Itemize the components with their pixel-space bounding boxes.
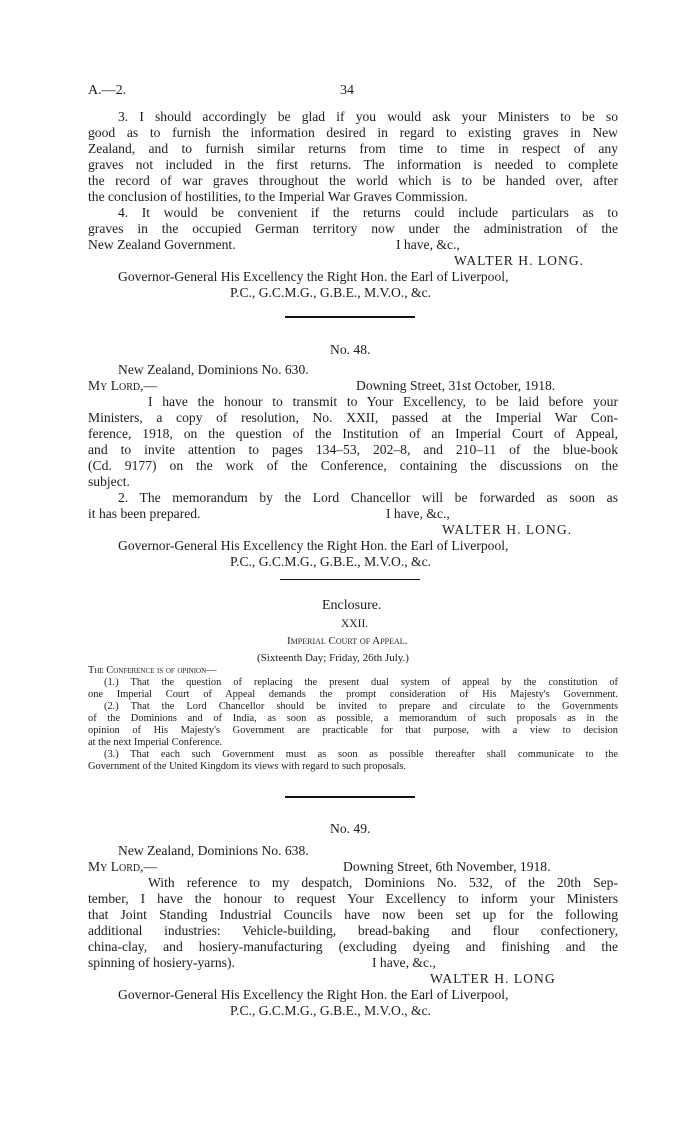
paragraph-line: I have the honour to transmit to Your Excellency, to be laid before your xyxy=(148,394,618,409)
paragraph-line: Zealand, and to furnish similar returns from time to time in respect of any xyxy=(88,141,618,156)
paragraph-line: good as to furnish the information desired in regard to existing graves in New xyxy=(88,125,618,140)
addressee-line: P.C., G.C.M.G., G.B.E., M.V.O., &c. xyxy=(230,554,432,569)
section-divider xyxy=(285,316,415,318)
paragraph-line: spinning of hosiery-yarns). xyxy=(88,955,235,970)
signature: WALTER H. LONG. xyxy=(442,522,573,537)
signature: WALTER H. LONG xyxy=(430,971,556,986)
resolution-title: Imperial Court of Appeal. xyxy=(287,635,408,647)
section-heading: No. 49. xyxy=(330,821,371,836)
section-divider xyxy=(285,796,415,798)
resolution-line: The Conference is of opinion— xyxy=(88,665,217,676)
paragraph-line: additional industries: Vehicle-building, bread-baking and flour confectionery, xyxy=(88,923,618,938)
resolution-line: Government of the United Kingdom its views with regard to such proposals. xyxy=(88,761,407,772)
reference: New Zealand, Dominions No. 630. xyxy=(118,362,309,377)
section-heading: No. 48. xyxy=(330,342,371,357)
paragraph-line: the conclusion of hostilities, to the Imperial War Graves Commission. xyxy=(88,189,468,204)
resolution-day: (Sixteenth Day; Friday, 26th July.) xyxy=(257,652,409,664)
document-series: A.—2. xyxy=(88,83,127,98)
paragraph-line: graves not included in the first returns. The information is needed to complete xyxy=(88,157,618,172)
closing: I have, &c., xyxy=(396,237,460,252)
paragraph-line: 3. I should accordingly be glad if you would ask your Ministers to be so xyxy=(118,109,618,124)
paragraph-line: Ministers, a copy of resolution, No. XXII, passed at the Imperial War Con- xyxy=(88,410,618,425)
paragraph-line: subject. xyxy=(88,474,130,489)
reference: New Zealand, Dominions No. 638. xyxy=(118,843,309,858)
addressee-line: Governor-General His Excellency the Right Hon. the Earl of Liverpool, xyxy=(118,987,509,1002)
addressee-line: Governor-General His Excellency the Right Hon. the Earl of Liverpool, xyxy=(118,538,509,553)
salutation: My Lord,— xyxy=(88,859,158,874)
resolution-line: one Imperial Court of Appeal demands the prompt consideration of His Majesty's Government. xyxy=(88,689,618,700)
resolution-line: (3.) That each such Government must as soon as possible thereafter shall communicate to the xyxy=(104,749,618,760)
paragraph-line: tember, I have the honour to request Your Excellency to inform your Ministers xyxy=(88,891,618,906)
resolution-line: opinion of His Majesty's Government are practicable for that purpose, with a view to decision xyxy=(88,725,618,736)
paragraph-line: (Cd. 9177) on the work of the Conference, containing the discussions on the xyxy=(88,458,618,473)
page-number: 34 xyxy=(340,83,354,98)
paragraph-line: that Joint Standing Industrial Councils have now been set up for the following xyxy=(88,907,618,922)
paragraph-line: the record of war graves throughout the world which is to be handed over, after xyxy=(88,173,618,188)
paragraph-line: graves in the occupied German territory now under the administration of the xyxy=(88,221,618,236)
paragraph-line: 4. It would be convenient if the returns could include particulars as to xyxy=(118,205,618,220)
resolution-line: (2.) That the Lord Chancellor should be invited to prepare and circulate to the Governments xyxy=(104,701,618,712)
addressee-line: Governor-General His Excellency the Right Hon. the Earl of Liverpool, xyxy=(118,269,509,284)
paragraph-line: With reference to my despatch, Dominions No. 532, of the 20th Sep- xyxy=(148,875,618,890)
paragraph-line: New Zealand Government. xyxy=(88,237,236,252)
closing: I have, &c., xyxy=(386,506,450,521)
resolution-line: of the Dominions and of India, as soon as possible, a memorandum of such proposals as in the xyxy=(88,713,618,724)
salutation: My Lord,— xyxy=(88,378,158,393)
resolution-line: at the next Imperial Conference. xyxy=(88,737,223,748)
enclosure-divider xyxy=(280,579,420,580)
date-line: Downing Street, 6th November, 1918. xyxy=(343,859,551,874)
resolution-line: (1.) That the question of replacing the present dual system of appeal by the constitution of xyxy=(104,677,618,688)
enclosure-heading: Enclosure. xyxy=(322,598,382,613)
paragraph-line: and to invite attention to pages 134–53, 202–8, and 210–11 of the blue-book xyxy=(88,442,618,457)
addressee-line: P.C., G.C.M.G., G.B.E., M.V.O., &c. xyxy=(230,285,432,300)
closing: I have, &c., xyxy=(372,955,436,970)
resolution-number: XXII. xyxy=(341,618,369,630)
paragraph-line: it has been prepared. xyxy=(88,506,201,521)
date-line: Downing Street, 31st October, 1918. xyxy=(356,378,556,393)
paragraph-line: 2. The memorandum by the Lord Chancellor will be forwarded as soon as xyxy=(118,490,618,505)
paragraph-line: ference, 1918, on the question of the Institution of an Imperial Court of Appeal, xyxy=(88,426,618,441)
addressee-line: P.C., G.C.M.G., G.B.E., M.V.O., &c. xyxy=(230,1003,432,1018)
paragraph-line: china-clay, and hosiery-manufacturing (excluding dyeing and finishing and the xyxy=(88,939,618,954)
signature: WALTER H. LONG. xyxy=(454,253,585,268)
